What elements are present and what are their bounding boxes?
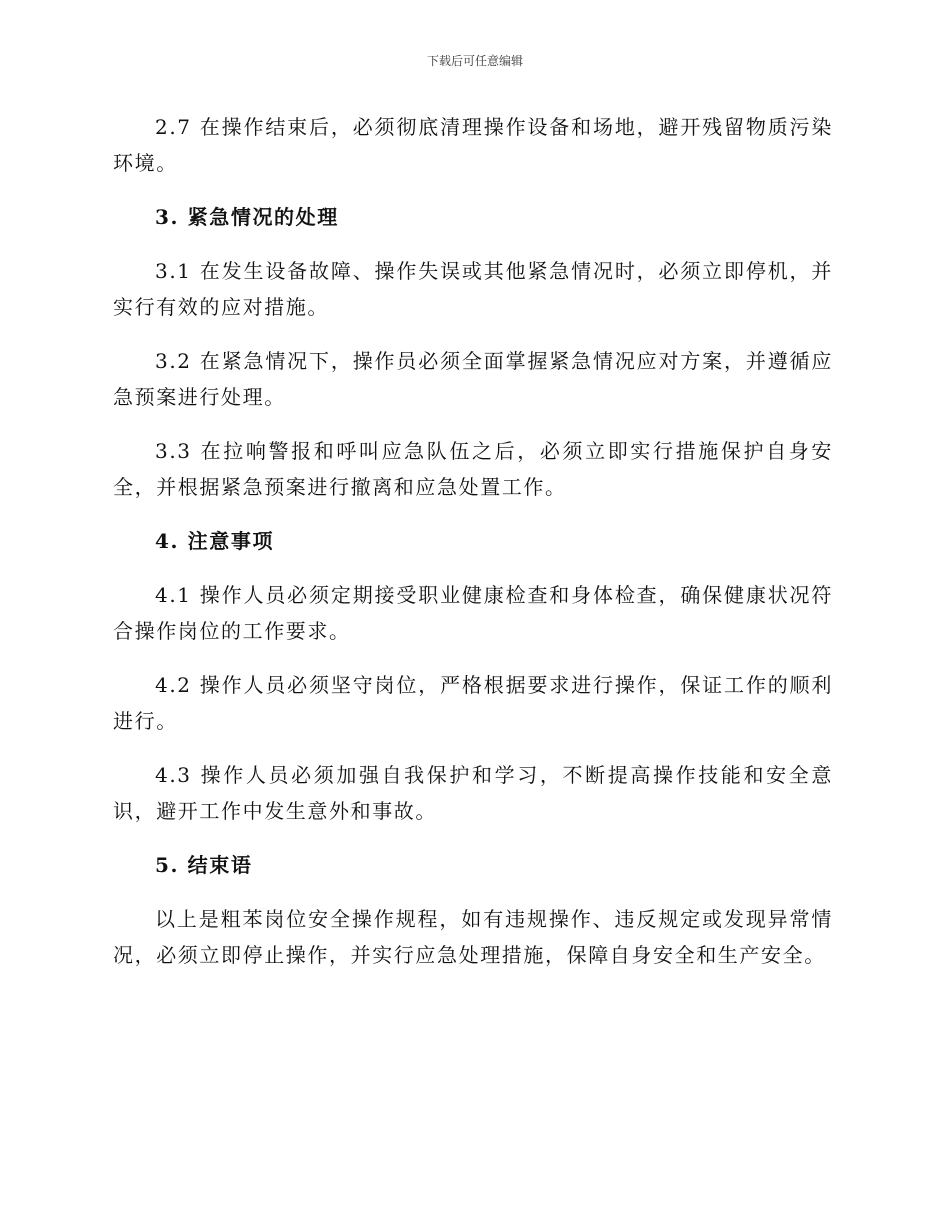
closing-paragraph: 以上是粗苯岗位安全操作规程，如有违规操作、违反规定或发现异常情况，必须立即停止操作，并实行应急处理措施，保障自身安全和生产安全。: [113, 907, 833, 967]
page-header: 下载后可任意编辑: [426, 54, 523, 68]
paragraph-3-1: 3.1 在发生设备故障、操作失误或其他紧急情况时，必须立即停机，并实行有效的应对措施。: [113, 259, 833, 319]
document-body: [113, 109, 833, 991]
paragraph-3-3: 3.3 在拉响警报和呼叫应急队伍之后，必须立即实行措施保护自身安全，并根据紧急预案进行撤离和应急处置工作。: [113, 439, 833, 499]
section-heading-3: 3. 紧急情况的处理: [155, 205, 339, 229]
paragraph-4-1: 4.1 操作人员必须定期接受职业健康检查和身体检查，确保健康状况符合操作岗位的工作要求。: [113, 583, 833, 643]
section-heading-5: 5. 结束语: [155, 853, 253, 877]
paragraph-3-2: 3.2 在紧急情况下，操作员必须全面掌握紧急情况应对方案，并遵循应急预案进行处理。: [113, 349, 833, 409]
paragraph-2-7: 2.7 在操作结束后，必须彻底清理操作设备和场地，避开残留物质污染环境。: [113, 115, 833, 175]
paragraph-4-2: 4.2 操作人员必须坚守岗位，严格根据要求进行操作，保证工作的顺利进行。: [113, 673, 833, 733]
paragraph-4-3: 4.3 操作人员必须加强自我保护和学习，不断提高操作技能和安全意识，避开工作中发生意外和事故。: [113, 763, 833, 823]
section-heading-4: 4. 注意事项: [155, 529, 275, 553]
